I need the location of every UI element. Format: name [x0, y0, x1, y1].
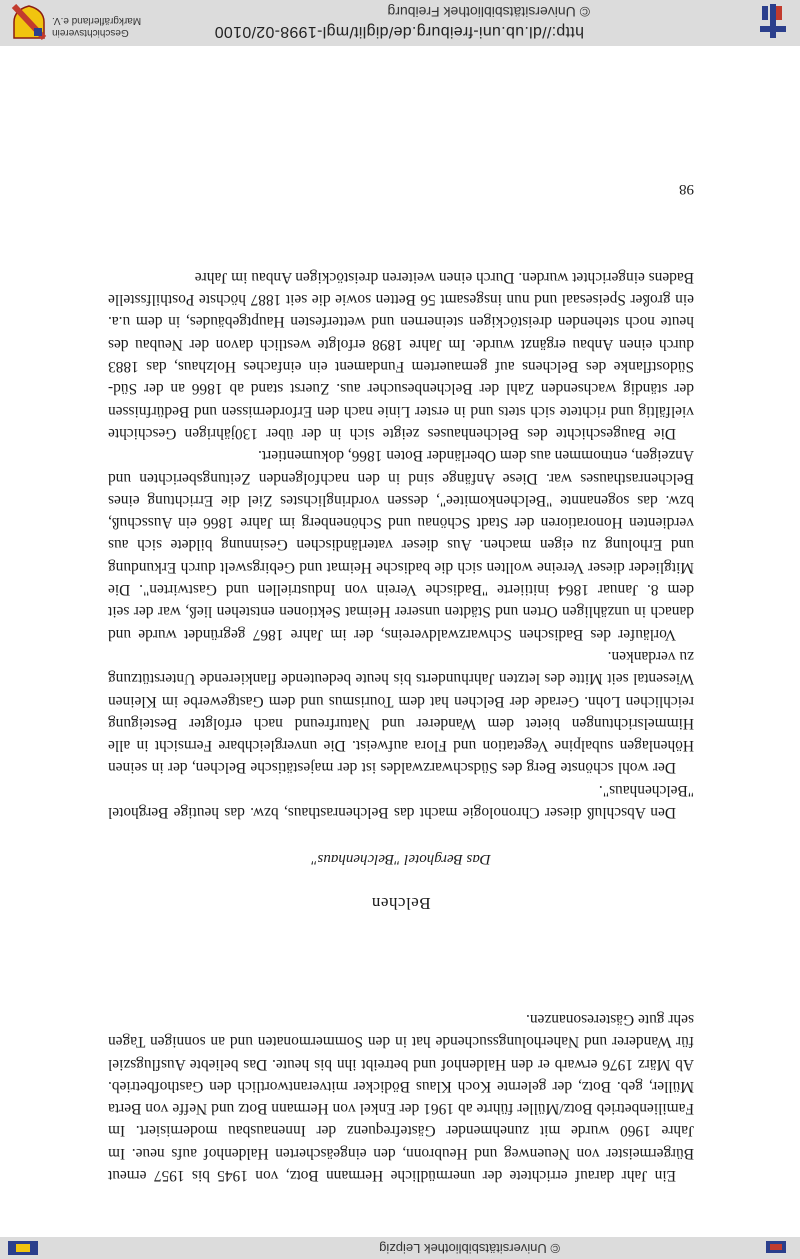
bottom-banner	[0, 0, 800, 46]
paragraph-haldenhof: Ein Jahr darauf errichtete der unermüdliche Hermann Botz, von 1945 bis 1957 erneut Bürgermeister von Neuenweg und Heubronn, den eingeäscherten Haldenhof aufs neue. Im Jahre 1960 wurde mit zunehmender Gästefrequenz der Innenausbau modernisiert. Im Familienbetrieb Botz/Müller führte ab 1961 der Enkel von Hermann Botz und Neffe von Berta Müller, geb. Botz, der gelernte Koch Klaus Bödicker mitverantwortlich den Gasthofbetrieb. Ab März 1976 erwarb er den Haldenhof und betreibt ihn bis heute. Das beliebte Ausflugsziel für Wanderer und Naherholungssuchende hat in den Sommermonaten und an sonnigen Tagen sehr gute Gästeresonanzen.	[108, 1010, 694, 1184]
society-crest-icon	[10, 4, 48, 42]
library-copyright: © Universitätsbibliothek Freiburg	[387, 4, 590, 20]
society-line-2: Markgräflerland e.V.	[52, 15, 142, 26]
society-line-1: Geschichtsverein	[52, 27, 129, 38]
paragraph-3: Vorläufer des Badischen Schwarzwaldvereins, der im Jahre 1867 gegründet wurde und danach in unzähligen Orten und Städten unserer Heimat Sektionen entstehen ließ, war der seit dem 8. Januar 1864 initiierte "Badische Verein von Industriellen und Gastwirten". Die Mitglieder dieser Vereine wollten sich die badische Heimat und Gebirgswelt durch Erkundung und Erholung zu eigen machen. Aus dieser vaterländischen Gesinnung bildete sich aus verdienten Honoratioren der Stadt Schönau und Schönenberg im Jahre 1866 ein Ausschuß, bzw. das sogenannte "Belchenkomitee", dessen vordringlichstes Ziel die Errichtung eines Belchenrasthauses war. Diese Anfänge sind in den nachfolgenden Zeitungsberichten und Anzeigen, entnommen aus dem Oberländer Boten 1866, dokumentiert.	[108, 447, 694, 643]
intro-paragraph-block	[108, 1008, 694, 1186]
belchen-text-block	[108, 266, 694, 823]
top-banner	[0, 1237, 800, 1259]
chapter-title: Belchen	[371, 894, 431, 913]
section-title: Das Berghotel "Belchenhaus"	[311, 851, 491, 867]
document-url[interactable]: http://dl.ub.uni-freiburg.de/diglit/mgl-1998-02/0100	[214, 23, 584, 40]
library-copyright: © Universitätsbibliothek Leipzig	[379, 1241, 560, 1256]
library-logo-icon	[764, 1239, 788, 1255]
paragraph-4: Die Baugeschichte des Belchenhauses zeigte sich in der über 130jährigen Geschichte vielfältig und richtete sich stets und in erster Linie nach den Erfordernissen und Bedürfnissen der ständig wachsenden Zahl der Belchenbesucher aus. Zuerst stand ab 1866 an der Süd-Südostflanke des Belchens auf gemauertem Fundament ein einfaches Holzhaus, das 1883 durch einen Anbau ergänzt wurde. Im Jahre 1898 erfolgte westlich davon der Neubau des heute noch stehenden dreistöckigen steinernen und wetterfesten Hauptgebäudes, in dem u.a. ein großer Speisesaal und nun insgesamt 56 Betten sowie die seit 1887 höchste Posthilfsstelle Badens eingerichtet wurden. Durch einen weiteren dreistöckigen Anbau im Jahre	[108, 268, 694, 442]
paragraph-1: Den Abschluß dieser Chronologie macht das Belchenrasthaus, bzw. das heutige Berghotel "Belchenhaus".	[108, 781, 694, 821]
paragraph-2: Der wohl schönste Berg des Südschwarzwaldes ist der majestätische Belchen, der in seinen Höhenlagen subalpine Vegetation und Flora aufweist. Die unvergleichbare Fernsicht in alle Himmelsrichtungen bietet dem Wanderer und Naturfreund nach erfolgter Besteigung reichlichen Lohn. Gerade der Belchen hat dem Tourismus und dem Gastgewerbe im Kleinen Wiesental seit Mitte des letzten Jahrhunderts bis heute bedeutende flankierende Unterstützung zu verdanken.	[108, 647, 694, 777]
page-number: 98	[679, 181, 694, 197]
library-logo-icon	[756, 2, 790, 40]
society-name	[52, 14, 141, 38]
society-logo-icon	[6, 1239, 40, 1257]
